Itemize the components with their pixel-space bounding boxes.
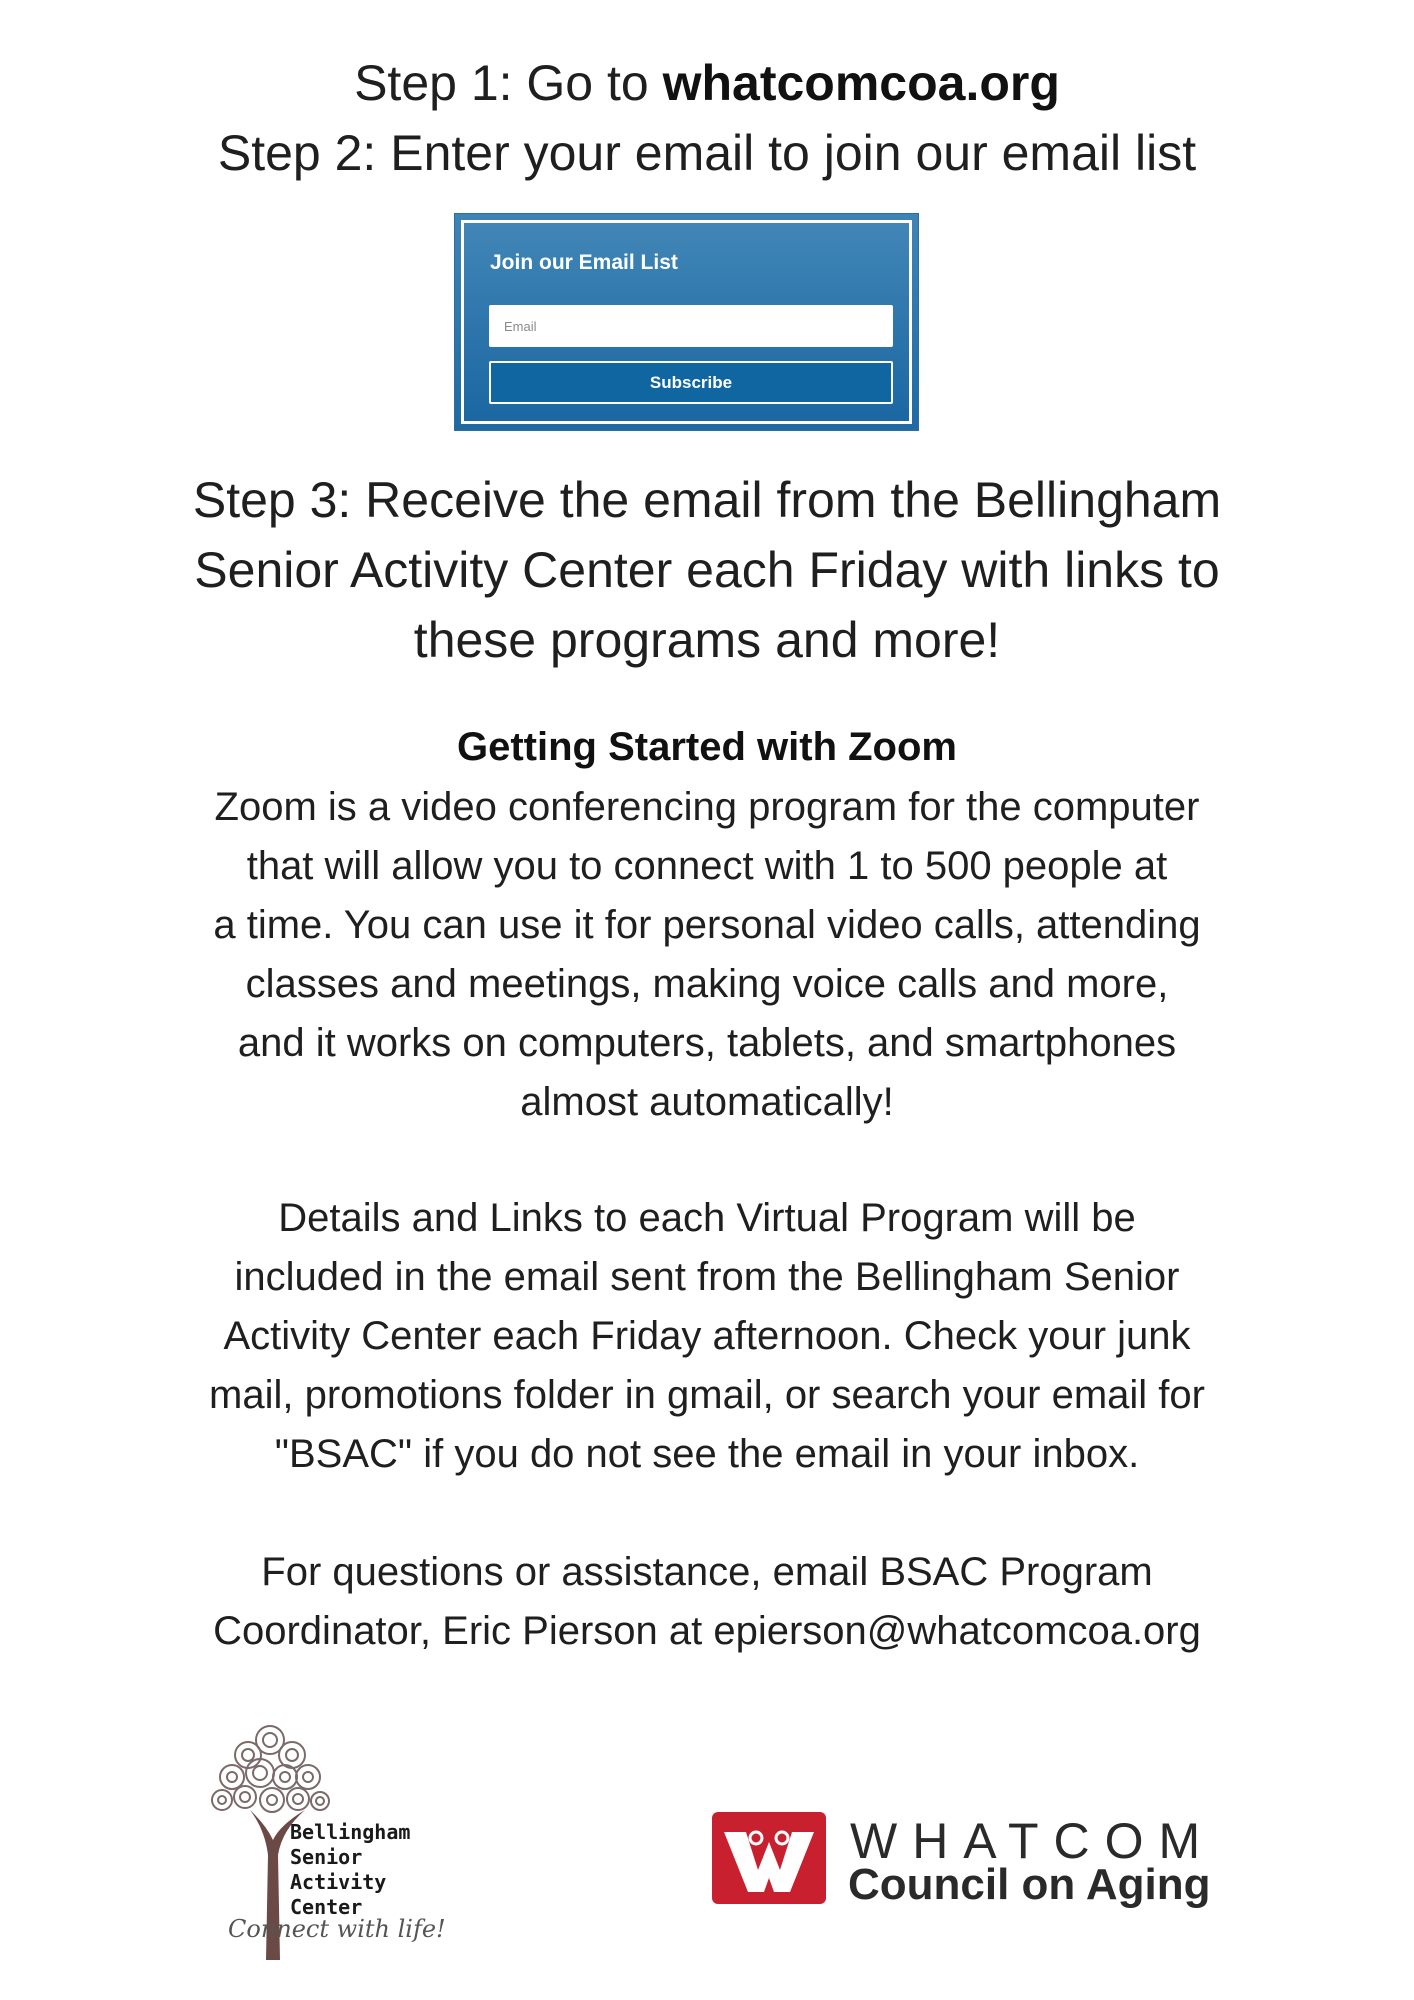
details-line: Details and Links to each Virtual Program will be <box>278 1196 1136 1240</box>
step-3-line-2: Senior Activity Center each Friday with links to <box>194 542 1220 598</box>
email-signup-widget <box>454 213 919 431</box>
contact-paragraph <box>0 1543 1414 1661</box>
zoom-line: that will allow you to connect with 1 to 500 people at <box>246 844 1168 888</box>
details-line: Activity Center each Friday afternoon. Check your junk <box>223 1314 1191 1358</box>
zoom-line: classes and meetings, making voice calls and more, <box>245 962 1169 1006</box>
contact-line: For questions or assistance, email BSAC Program <box>261 1550 1153 1594</box>
step-1 <box>0 48 1414 118</box>
email-input[interactable] <box>489 305 893 347</box>
step-1-text: Step 1: Go to <box>354 55 663 111</box>
bsac-name-line: Bellingham <box>290 1820 411 1844</box>
zoom-description <box>0 778 1414 1132</box>
bsac-tagline: Connect with life! <box>228 1915 446 1943</box>
wcoa-name-top: WHATCOM <box>850 1813 1216 1869</box>
zoom-line: a time. You can use it for personal video calls, attending <box>213 903 1201 947</box>
email-signup-title: Join our Email List <box>490 251 678 274</box>
zoom-heading: Getting Started with Zoom <box>457 725 957 769</box>
website-link[interactable]: whatcomcoa.org <box>662 55 1060 111</box>
zoom-line: and it works on computers, tablets, and smartphones <box>237 1021 1177 1065</box>
subscribe-button[interactable]: Subscribe <box>489 361 893 404</box>
wcoa-logo-icon <box>712 1812 826 1904</box>
details-line: "BSAC" if you do not see the email in your inbox. <box>274 1432 1140 1476</box>
bsac-name-line: Activity <box>290 1870 387 1894</box>
step-3-line-1: Step 3: Receive the email from the Bellingham <box>192 472 1222 528</box>
zoom-line: Zoom is a video conferencing program for the computer <box>214 785 1200 829</box>
email-signup-frame <box>461 220 912 424</box>
step-2: Step 2: Enter your email to join our email list <box>217 125 1197 181</box>
bsac-name <box>290 1820 410 1920</box>
step-3 <box>0 465 1414 675</box>
details-paragraph <box>0 1189 1414 1484</box>
details-line: mail, promotions folder in gmail, or search your email for <box>209 1373 1205 1417</box>
bsac-name-line: Senior <box>290 1845 363 1869</box>
wcoa-name-bottom: Council on Aging <box>848 1860 1211 1909</box>
step-3-line-3: these programs and more! <box>413 612 1001 668</box>
details-line: included in the email sent from the Bellingham Senior <box>234 1255 1180 1299</box>
bsac-name-line: Center <box>290 1895 363 1919</box>
zoom-line: almost automatically! <box>520 1080 894 1124</box>
contact-line: Coordinator, Eric Pierson at epierson@whatcomcoa.org <box>213 1609 1201 1653</box>
